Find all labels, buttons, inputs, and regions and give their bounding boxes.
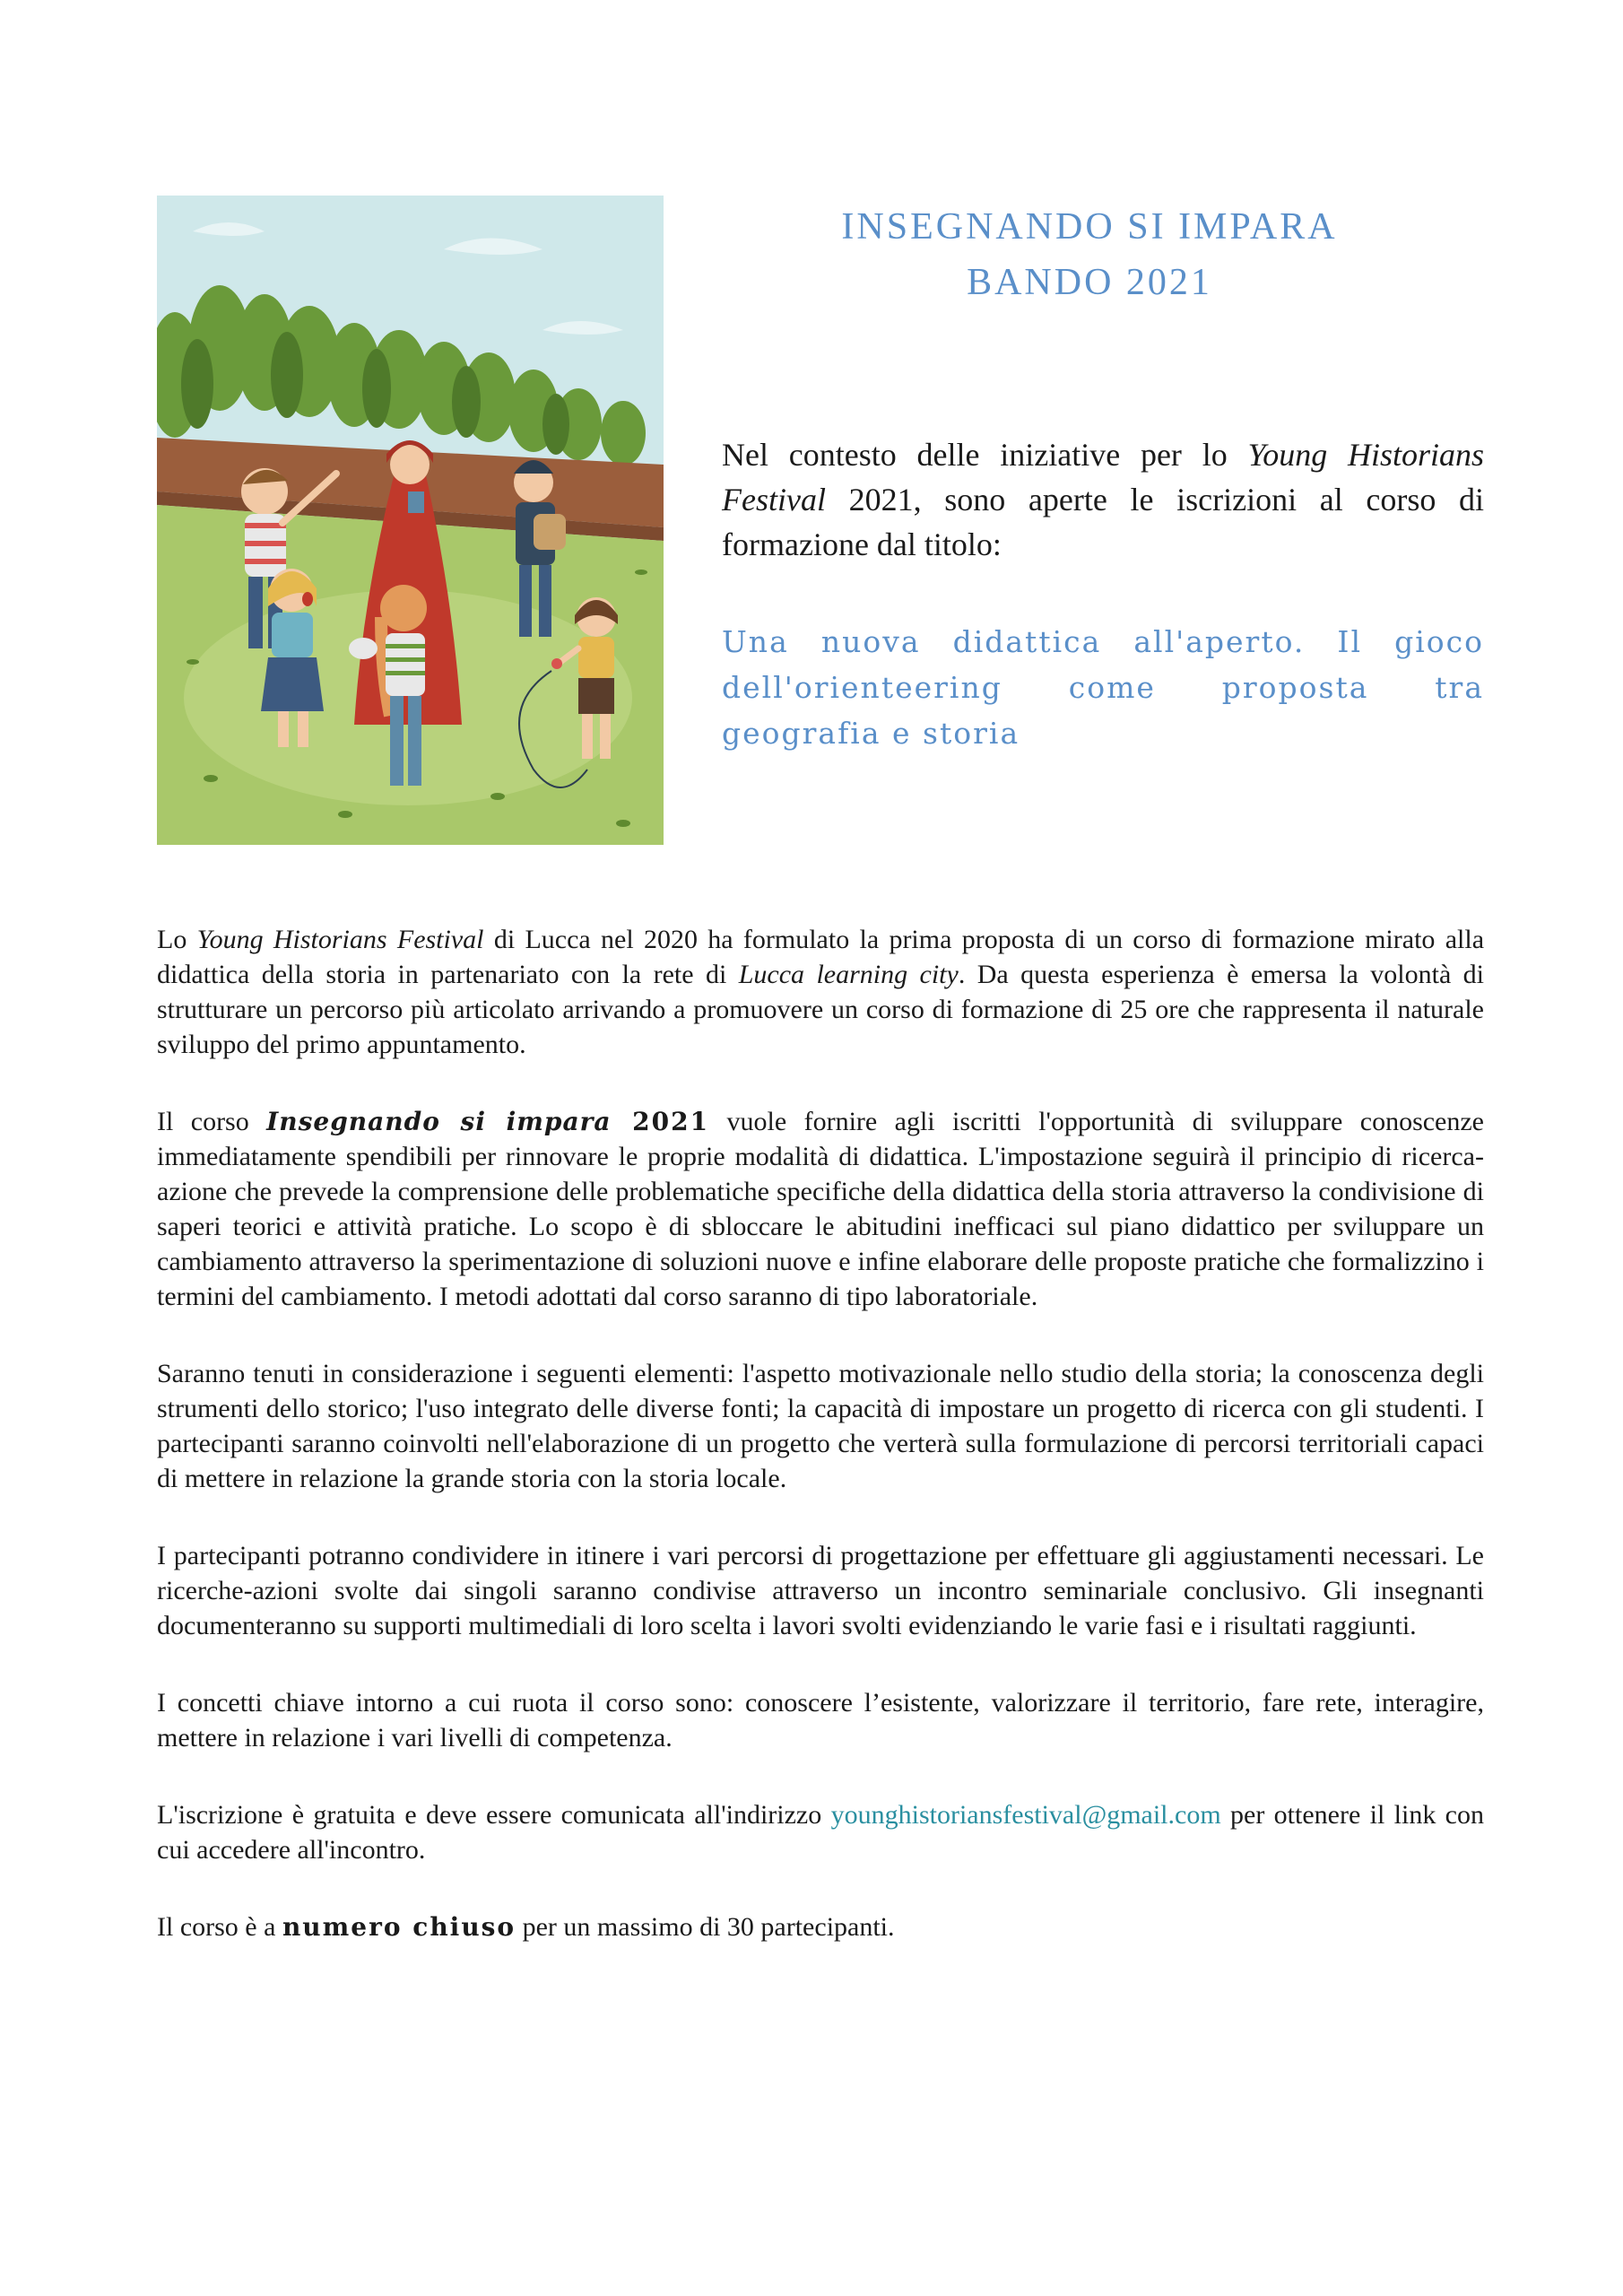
p1-festival-name: Young Historians Festival: [196, 925, 484, 954]
p1-text-a: Lo: [157, 925, 197, 954]
p2-course-year: 2021: [611, 1107, 710, 1136]
p1-text-c: di Lucca nel 2020 ha formulato la prima proposta di un corso di formazione mirato alla didattica della storia in partenariato con la rete di: [157, 925, 1485, 989]
paragraph-2: [157, 1104, 1484, 1314]
children-orienteering-illustration: [157, 196, 664, 845]
intro-paragraph: [722, 432, 1484, 567]
p7-text-c: per un massimo di 30 partecipanti.: [516, 1912, 895, 1942]
p6-text-b: per ottenere il link con cui accedere all'incontro.: [157, 1800, 1484, 1865]
page-header: [744, 199, 1435, 310]
p6-text-a: L'iscrizione è gratuita e deve essere comunicata all'indirizzo: [157, 1800, 831, 1830]
paragraph-1: [157, 922, 1484, 1062]
paragraph-6: [157, 1797, 1484, 1867]
intro-text-2: 2021, sono aperte le iscrizioni al corso di formazione dal titolo:: [722, 482, 1484, 562]
p2-course-name: Insegnando si impara: [266, 1107, 612, 1136]
title-line-1: INSEGNANDO SI IMPARA: [841, 206, 1338, 248]
title-line-2: BANDO 2021: [967, 262, 1212, 303]
course-title: Una nuova didattica all'aperto. Il gioco dell'orienteering come proposta tra geografia e storia: [722, 624, 1484, 751]
paragraph-4: I partecipanti potranno condividere in itinere i vari percorsi di progettazione per effettuare gli aggiustamenti necessari. Le ricerche-azioni svolte dai singoli saranno condivise attraverso un incontro seminariale conclusivo. Gli insegnanti documenteranno su supporti multimediali di loro scelta i lavori svolti evidenziando le varie fasi e i risultati raggiunti.: [157, 1541, 1484, 1640]
paragraph-7: [157, 1909, 1484, 1944]
intro-festival-name: Young Historians Festival: [722, 437, 1485, 517]
p2-text-a: Il corso: [157, 1107, 267, 1136]
paragraph-5: I concetti chiave intorno a cui ruota il corso sono: conoscere l’esistente, valorizzare il territorio, fare rete, interagire, mettere in relazione i vari livelli di competenza.: [157, 1688, 1484, 1752]
p1-text-e: . Da questa esperienza è emersa la volontà di strutturare un percorso più articolato arrivando a promuovere un corso di formazione di 25 ore che rappresenta il naturale sviluppo del primo appuntamento.: [157, 960, 1485, 1059]
email-link[interactable]: younghistoriansfestival@gmail.com: [830, 1800, 1221, 1830]
p7-numero-chiuso: numero chiuso: [282, 1912, 516, 1942]
p7-text-a: Il corso è a: [157, 1912, 282, 1942]
intro-text-1: Nel contesto delle iniziative per lo: [722, 437, 1248, 473]
body-text: [157, 922, 1484, 1987]
paragraph-3: Saranno tenuti in considerazione i seguenti elementi: l'aspetto motivazionale nello studio della storia; la conoscenza degli strumenti dello storico; l'uso integrato delle diverse fonti; la capacità di impostare un progetto di ricerca con gli studenti. I partecipanti saranno coinvolti nell'elaborazione di un progetto che verterà sulla formulazione di percorsi territoriali capaci di mettere in relazione la grande storia con la storia locale.: [157, 1359, 1484, 1493]
p2-text-d: vuole fornire agli iscritti l'opportunità di sviluppare conoscenze immediatamente spendibili per rinnovare le proprie modalità di didattica. L'impostazione seguirà il principio di ricerca-azione che prevede la comprensione delle problematiche specifiche della didattica della storia attraverso la condivisione di saperi teorici e attività pratiche. Lo scopo è di sbloccare le abitudini inefficaci sul piano didattico per sviluppare un cambiamento attraverso la sperimentazione di soluzioni nuove e infine elaborare delle proposte pratiche che formalizzino i termini del cambiamento. I metodi adottati dal corso saranno di tipo laboratoriale.: [157, 1107, 1484, 1311]
p1-lucca-learning-city: Lucca learning city: [738, 960, 959, 989]
